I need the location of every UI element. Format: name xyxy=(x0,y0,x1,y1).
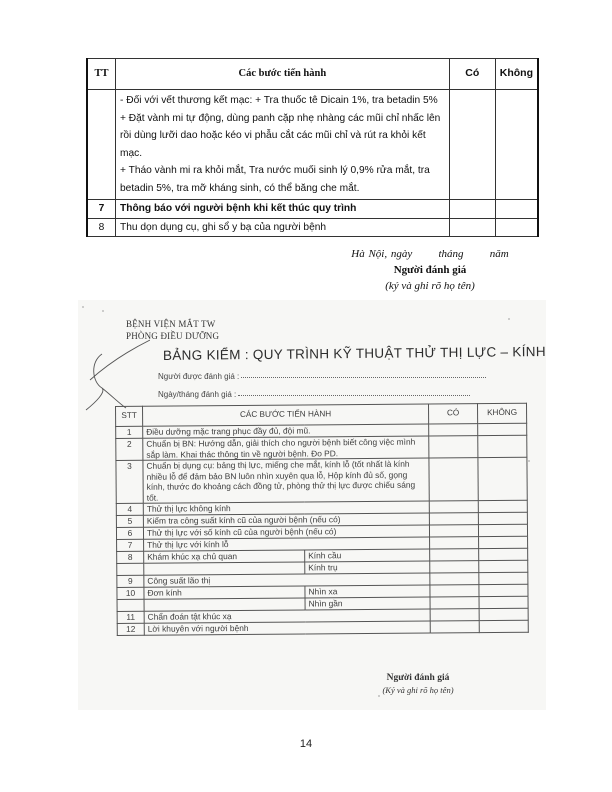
header-tt: TT xyxy=(87,59,116,90)
row-number: 1 xyxy=(116,426,143,438)
khong-cell[interactable] xyxy=(479,620,528,632)
place-date: Hà Nội, ngày xyxy=(351,248,413,260)
co-cell[interactable] xyxy=(430,609,479,621)
co-cell[interactable] xyxy=(430,621,479,633)
header-khong: Không xyxy=(495,59,538,90)
co-cell[interactable] xyxy=(449,200,495,219)
header-steps: Các bước tiến hành xyxy=(116,59,450,90)
khong-cell[interactable] xyxy=(495,90,538,200)
header-steps: CÁC BƯỚC TIẾN HÀNH xyxy=(143,404,429,426)
evaluated-person-field xyxy=(158,372,486,381)
step-text: Thử thị lực không kính xyxy=(143,501,429,515)
co-cell[interactable] xyxy=(429,513,478,525)
row-number xyxy=(117,599,144,611)
khong-cell[interactable] xyxy=(479,608,528,620)
row-number: 6 xyxy=(116,527,143,539)
khong-cell[interactable] xyxy=(479,548,528,560)
step-text: Thử thị lực với kính lỗ xyxy=(144,537,430,551)
co-cell[interactable] xyxy=(430,585,479,597)
table-header-row xyxy=(87,59,538,90)
khong-cell[interactable] xyxy=(495,200,538,219)
row-number: 3 xyxy=(116,460,143,503)
co-cell[interactable] xyxy=(430,573,479,585)
row-number: 10 xyxy=(117,587,144,599)
step-text: Chẩn đoán tật khúc xạ xyxy=(144,609,430,623)
khong-cell[interactable] xyxy=(479,572,528,584)
row-number: 11 xyxy=(117,611,144,623)
table-row xyxy=(117,620,528,635)
row-number xyxy=(117,563,144,575)
checklist-title: BẢNG KIỂM : QUY TRÌNH KỸ THUẬT THỬ THỊ LỰC – KÍNH xyxy=(162,343,546,364)
co-cell[interactable] xyxy=(430,537,479,549)
table-row xyxy=(116,457,527,503)
place-date-line xyxy=(330,246,530,262)
evaluator-note: (ký và ghi rõ họ tên) xyxy=(385,280,475,292)
co-cell[interactable] xyxy=(429,424,478,436)
scan-evaluator-role: Người đánh giá xyxy=(386,673,450,683)
khong-cell[interactable] xyxy=(479,560,528,572)
row-number: 7 xyxy=(87,200,116,219)
co-cell[interactable] xyxy=(449,218,495,237)
step-text: Thu dọn dụng cụ, ghi sổ y bạ của người bệnh xyxy=(116,218,450,237)
field-label: Ngày/tháng đánh giá : xyxy=(158,390,237,399)
checklist-table xyxy=(115,403,529,636)
row-number: 8 xyxy=(87,218,116,237)
step-line: - Đối với vết thương kết mạc: + Tra thuốc tê Dicain 1%, tra betadin 5% xyxy=(120,95,438,106)
scan-speck xyxy=(508,318,510,320)
evaluator-role: Người đánh giá xyxy=(393,264,467,276)
scan-signature-block xyxy=(343,672,493,696)
sub-step-text: Kính trụ xyxy=(305,561,430,574)
sub-step-text: Kính cầu xyxy=(305,549,430,562)
co-cell[interactable] xyxy=(449,90,495,200)
khong-cell[interactable] xyxy=(479,536,528,548)
sub-step-text: Nhìn gần xyxy=(305,597,430,610)
co-cell[interactable] xyxy=(429,525,478,537)
step-text: Đơn kính xyxy=(144,586,305,599)
khong-cell[interactable] xyxy=(495,218,538,237)
co-cell[interactable] xyxy=(430,597,479,609)
co-cell[interactable] xyxy=(430,561,479,573)
step-text: Thử thị lực với số kính cũ của người bệnh (nếu có) xyxy=(143,525,429,539)
khong-cell[interactable] xyxy=(478,512,527,524)
row-number: 4 xyxy=(116,503,143,515)
khong-cell[interactable] xyxy=(478,435,527,457)
scan-speck xyxy=(528,460,530,462)
department-name: PHÒNG ĐIỀU DƯỠNG xyxy=(126,331,220,341)
step-line: + Tháo vành mi ra khỏi mắt, Tra nước muối sinh lý 0,9% rửa mắt, tra betadin 5%, tra mỡ kháng sinh, có thể băng che mắt. xyxy=(120,165,430,194)
page-number: 14 xyxy=(299,738,313,750)
scan-evaluator-note: (Ký và ghi rõ họ tên) xyxy=(382,685,454,695)
row-number: 8 xyxy=(117,551,144,563)
header-co: CÓ xyxy=(428,404,477,424)
year-label: năm xyxy=(489,248,509,260)
row-number: 12 xyxy=(117,623,144,635)
khong-cell[interactable] xyxy=(478,524,527,536)
step-line: + Đặt vành mi tự động, dùng panh cặp nhẹ nhàng các mũi chỉ nhấc lên rồi dùng lưỡi dao hoặc kéo vi phẫu cắt các mũi chỉ và rút ra khỏi kết mạc. xyxy=(120,112,441,159)
step-text: Chuẩn bị dụng cụ: bảng thị lực, miếng che mắt, kính lỗ (tốt nhất là kính nhiều lỗ để đảm bảo BN luôn nhìn xuyên qua lỗ, Hộp kính đủ số, gọng kính, thước đo khoảng cách đồng tử, phòng thử thị lực được chiếu sáng tốt. xyxy=(143,458,429,503)
field-blank[interactable] xyxy=(241,377,486,378)
step-text: Điều dưỡng mặc trang phục đầy đủ, đội mũ. xyxy=(143,424,429,438)
procedure-table xyxy=(86,58,539,237)
signature-block xyxy=(330,246,530,294)
khong-cell[interactable] xyxy=(479,584,528,596)
table-row xyxy=(87,218,538,237)
header-khong: KHÔNG xyxy=(477,403,526,423)
header-co: Có xyxy=(449,59,495,90)
step-text: Chuẩn bị BN: Hướng dẫn, giải thích cho người bệnh biết công việc mình sắp làm. Khai thác thông tin về người bệnh. Đo PD. xyxy=(143,436,429,460)
row-number: 9 xyxy=(117,575,144,587)
table-row xyxy=(116,435,527,460)
month-label: tháng xyxy=(438,248,464,260)
scanned-checklist xyxy=(78,300,546,710)
sub-step-text: Nhìn xa xyxy=(305,585,430,598)
handwritten-signature-icon xyxy=(80,332,150,412)
row-number: 5 xyxy=(116,515,143,527)
co-cell[interactable] xyxy=(429,458,478,501)
khong-cell[interactable] xyxy=(478,423,527,435)
row-number: 2 xyxy=(116,438,143,460)
khong-cell[interactable] xyxy=(478,500,527,512)
scan-speck xyxy=(82,306,84,308)
hospital-name: BỆNH VIỆN MẮT TW xyxy=(126,319,216,329)
step-text: Khám khúc xạ chủ quan xyxy=(144,550,305,563)
step-text: Thông báo với người bệnh khi kết thúc quy trình xyxy=(116,200,450,219)
step-text: Kiểm tra công suất kính cũ của người bệnh (nếu có) xyxy=(143,513,429,527)
scan-speck xyxy=(102,310,104,312)
header-stt: STT xyxy=(116,406,143,426)
khong-cell[interactable] xyxy=(478,457,527,500)
step-text xyxy=(116,90,450,200)
khong-cell[interactable] xyxy=(479,596,528,608)
field-blank[interactable] xyxy=(238,395,470,396)
step-text: Lời khuyên với người bệnh xyxy=(144,621,430,635)
table-row xyxy=(87,200,538,219)
step-text: Công suất lão thị xyxy=(144,573,430,587)
co-cell[interactable] xyxy=(429,501,478,513)
evaluation-date-field xyxy=(158,390,470,399)
row-number xyxy=(87,90,116,200)
table-row xyxy=(87,90,538,200)
co-cell[interactable] xyxy=(429,436,478,458)
row-number: 7 xyxy=(117,539,144,551)
field-label: Người được đánh giá : xyxy=(158,372,240,381)
co-cell[interactable] xyxy=(430,549,479,561)
